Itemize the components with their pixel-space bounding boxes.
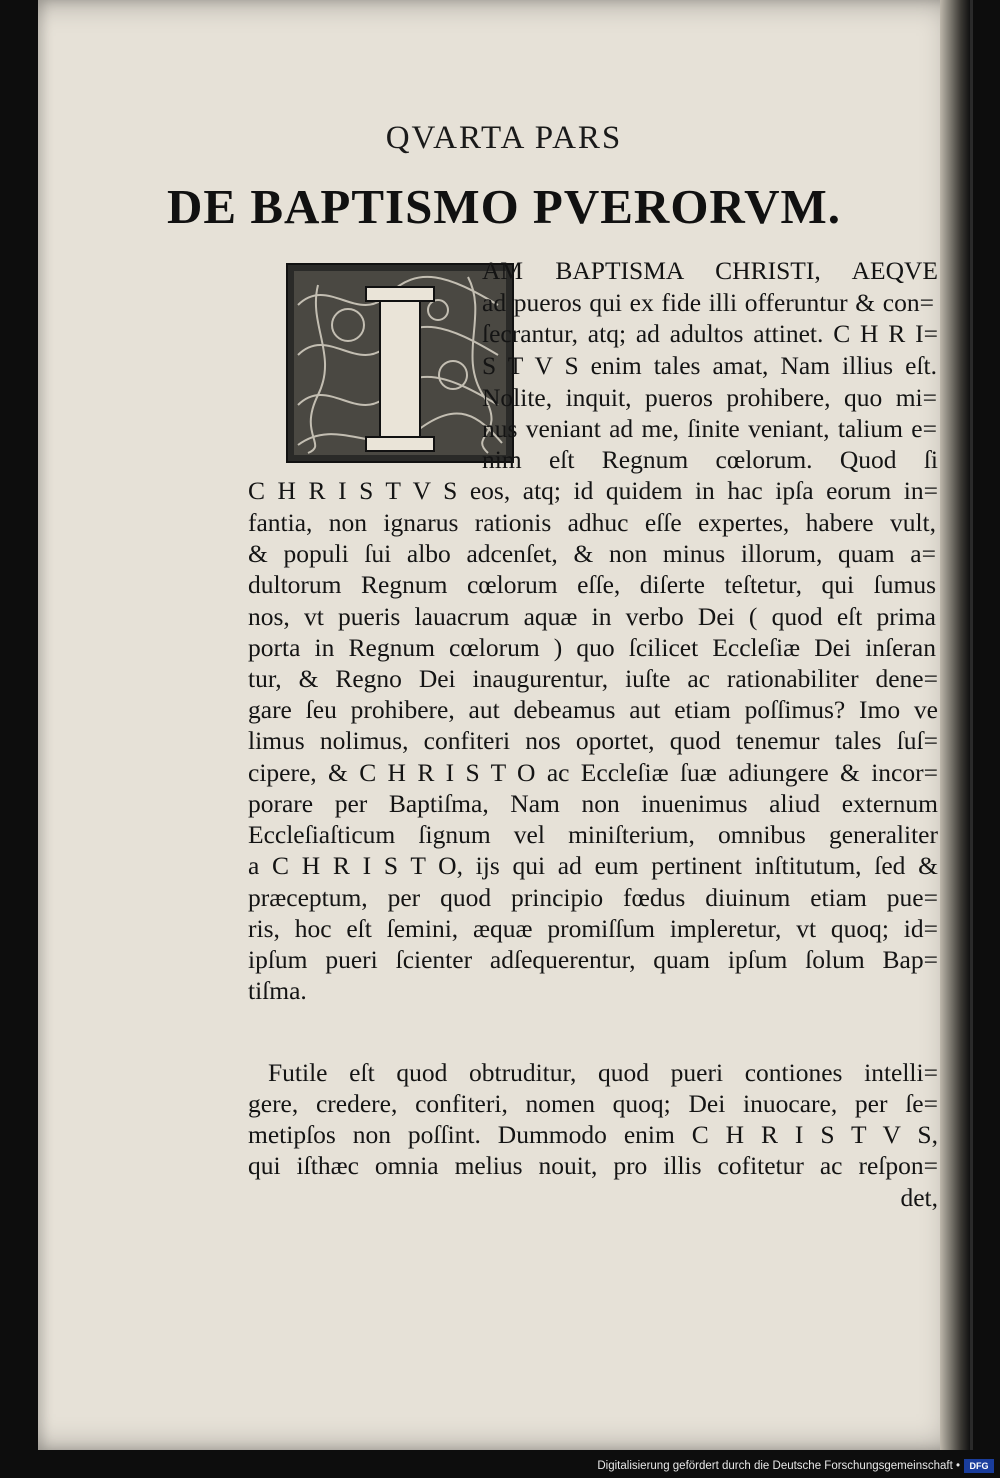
- text-line: metipſos non poſſint. Dummodo enim C H R I S T V S,: [248, 1120, 938, 1149]
- text-line: tiſma.: [248, 976, 307, 1005]
- dfg-logo: DFG: [964, 1459, 994, 1473]
- text-line: a C H R I S T O, ijs qui ad eum pertinent inſtitutum, ſed &: [248, 851, 938, 880]
- funding-credit: Digitalisierung gefördert durch die Deutsche Forschungsgemeinschaft •: [597, 1460, 960, 1472]
- text-line: & populi ſui albo adcenſet, & non minus illorum, quam a=: [248, 539, 936, 568]
- text-line: S T V S enim tales amat, Nam illius eſt.: [482, 351, 937, 380]
- text-line: porta in Regnum cœlorum ) quo ſcilicet Eccleſiæ Dei inſeran: [248, 633, 936, 662]
- decorated-initial: [286, 263, 514, 463]
- text-line: gere, credere, confiteri, nomen quoq; Dei inuocare, per ſe=: [248, 1089, 938, 1118]
- text-line: fantia, non ignarus rationis adhuc eſſe expertes, habere vult,: [248, 508, 936, 537]
- text-line: ipſum pueri ſcienter adſequerentur, quam ipſum ſolum Bap=: [248, 945, 938, 974]
- text-line: qui iſthæc omnia melius nouit, pro illis cofitetur ac reſpon=: [248, 1151, 938, 1180]
- text-line: Nolite, inquit, pueros prohibere, quo mi=: [482, 383, 937, 412]
- text-line: det,: [900, 1183, 938, 1212]
- text-line: nos, vt pueris lauacrum aquæ in verbo Dei ( quod eſt prima: [248, 602, 936, 631]
- text-line: ad pueros qui ex fide illi offeruntur & con=: [482, 288, 934, 317]
- woodcut-initial-image: [288, 265, 512, 461]
- text-line: ſecrantur, atq; ad adultos attinet. C H R I=: [482, 319, 938, 348]
- text-line: Futile eſt quod obtruditur, quod pueri contiones intelli=: [268, 1058, 938, 1087]
- text-line: nim eſt Regnum cœlorum. Quod ſi: [482, 445, 938, 474]
- text-line: tur, & Regno Dei inaugurentur, iuſte ac rationabiliter dene=: [248, 664, 938, 693]
- text-line: limus nolimus, confiteri nos oportet, quod tenemur tales ſuſ=: [248, 726, 938, 755]
- text-line: Eccleſiaſticum ſignum vel miniſterium, omnibus generaliter: [248, 820, 938, 849]
- running-header: QVARTA PARS: [385, 120, 623, 156]
- text-line: dultorum Regnum cœlorum eſſe, diſerte teſtetur, qui ſumus: [248, 570, 936, 599]
- text-line: ris, hoc eſt ſemini, æquæ promiſſum impleretur, vt quoq; id=: [248, 914, 938, 943]
- text-line: AM BAPTISMA CHRISTI, AEQVE: [482, 256, 938, 285]
- text-line: gare ſeu prohibere, aut debeamus aut etiam poſſimus? Imo ve: [248, 695, 938, 724]
- text-line: C H R I S T V S eos, atq; id quidem in hac ipſa eorum in=: [248, 476, 938, 505]
- text-line: præceptum, per quod principio fœdus diuinum etiam pue=: [248, 883, 938, 912]
- text-line: nus veniant ad me, ſinite veniant, talium e=: [482, 414, 937, 443]
- chapter-title: DE BAPTISMO PVERORVM.: [167, 179, 841, 234]
- book-page: [38, 0, 973, 1450]
- text-line: porare per Baptiſma, Nam non inuenimus aliud externum: [248, 789, 938, 818]
- text-line: cipere, & C H R I S T O ac Eccleſiæ ſuæ adiungere & incor=: [248, 758, 938, 787]
